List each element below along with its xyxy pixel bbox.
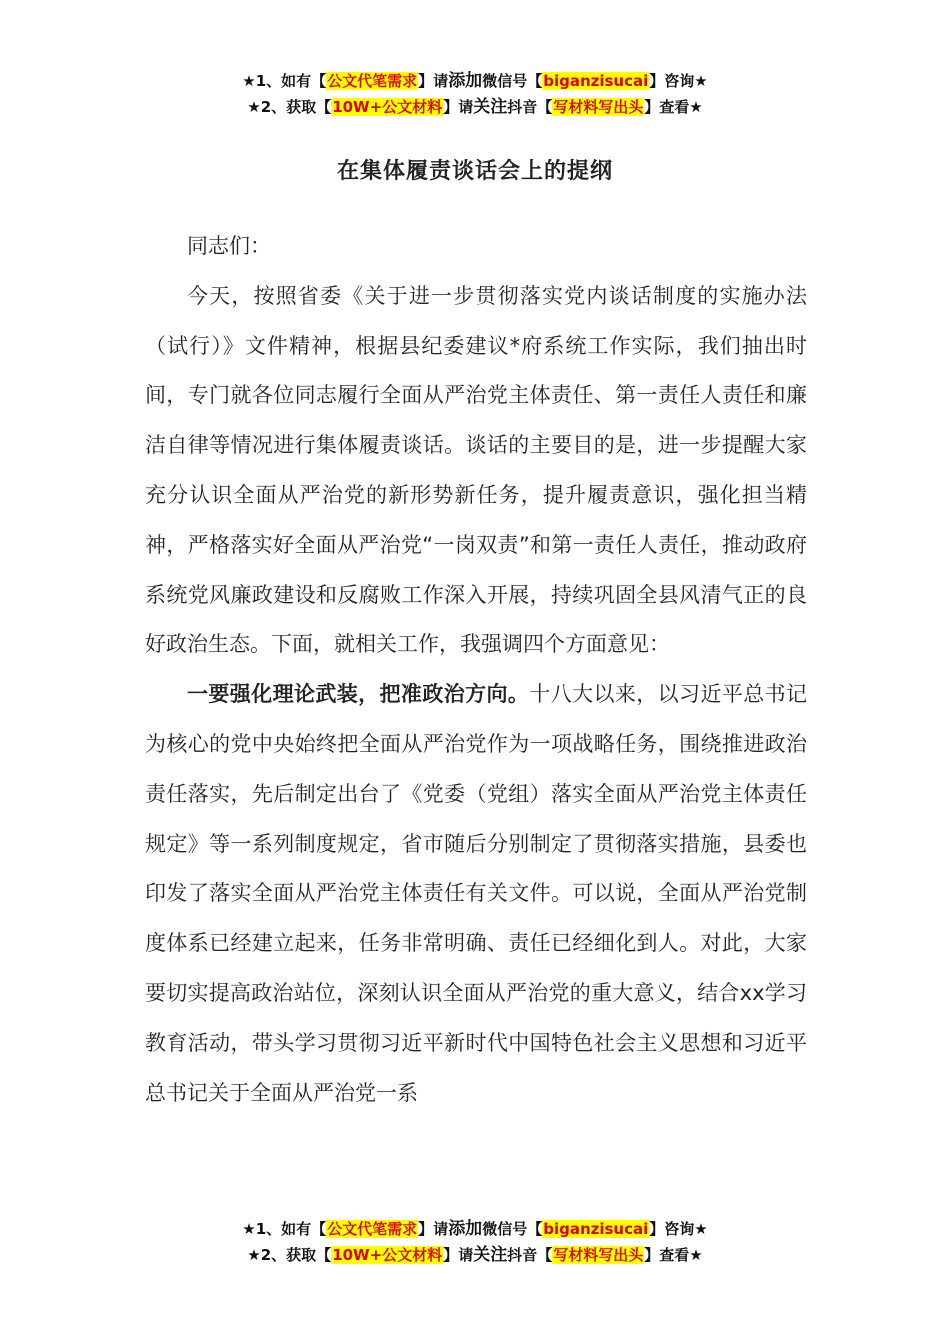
document-body [145,222,807,1118]
banner-line-1 [0,1216,950,1242]
banner-highlight: 公文代笔需求 [327,1220,418,1238]
bottom-banner [0,1216,950,1268]
banner-text: ★1、如有【 [242,72,327,90]
document-title: 在集体履责谈话会上的提纲 [336,159,613,184]
banner-text: ★1、如有【 [242,1220,327,1238]
banner-highlight: biganzisucai [543,1220,649,1238]
paragraph-1: 今天，按照省委《关于进一步贯彻落实党内谈话制度的实施办法（试行）》文件精神，根据县纪委建议*府系统工作实际，我们抽出时间，专门就各位同志履行全面从严治党主体责任、第一责任人责任和廉洁自律等情况进行集体履责谈话。谈话的主要目的是，进一步提醒大家充分认识全面从严治党的新形势新任务，提升履责意识，强化担当精神，严格落实好全面从严治党“一岗双责”和第一责任人责任，推动政府系统党风廉政建设和反腐败工作深入开展，持续巩固全县风清气正的良好政治生态。下面，就相关工作，我强调四个方面意见： [145,283,807,657]
banner-emphasis: 添加 [448,71,483,91]
banner-text: 微信号【 [482,72,543,90]
banner-line-2 [0,1242,950,1268]
banner-highlight: 写材料写出头 [553,1246,644,1264]
banner-emphasis: 关注 [473,1245,508,1265]
banner-emphasis: 关注 [473,97,508,117]
banner-text: 抖音【 [507,1246,553,1264]
banner-highlight: 写材料写出头 [553,98,644,116]
banner-text: 】查看★ [644,98,703,116]
banner-line-2 [0,94,950,120]
banner-text: ★2、获取【 [247,98,332,116]
banner-text: 】请 [418,1220,449,1238]
paragraph-2-heading: 一要强化理论武装，把准政治方向。 [187,682,530,707]
banner-text: 】咨询★ [649,1220,708,1238]
banner-text: 微信号【 [482,1220,543,1238]
banner-text: 】咨询★ [649,72,708,90]
banner-text: 】请 [443,1246,474,1264]
banner-text: 抖音【 [507,98,553,116]
paragraph-2 [145,670,807,1118]
banner-text: 】请 [443,98,474,116]
banner-emphasis: 添加 [448,1219,483,1239]
banner-text: 】请 [418,72,449,90]
banner-line-1 [0,68,950,94]
paragraph-2-body: 十八大以来，以习近平总书记为核心的党中央始终把全面从严治党作为一项战略任务，围绕推进政治责任落实，先后制定出台了《党委（党组）落实全面从严治党主体责任规定》等一系列制度规定，省市随后分别制定了贯彻落实措施，县委也印发了落实全面从严治党主体责任有关文件。可以说，全面从严治党制度体系已经建立起来，任务非常明确、责任已经细化到人。对此，大家要切实提高政治站位，深刻认识全面从严治党的重大意义，结合xx学习教育活动，带头学习贯彻习近平新时代中国特色社会主义思想和习近平总书记关于全面从严治党一系 [145,682,808,1105]
banner-highlight: 10W+公文材料 [332,98,443,116]
banner-highlight: biganzisucai [543,72,649,90]
banner-highlight: 公文代笔需求 [327,72,418,90]
top-banner [0,68,950,120]
salutation: 同志们： [187,234,271,258]
banner-text: 】查看★ [644,1246,703,1264]
banner-text: ★2、获取【 [247,1246,332,1264]
banner-highlight: 10W+公文材料 [332,1246,443,1264]
